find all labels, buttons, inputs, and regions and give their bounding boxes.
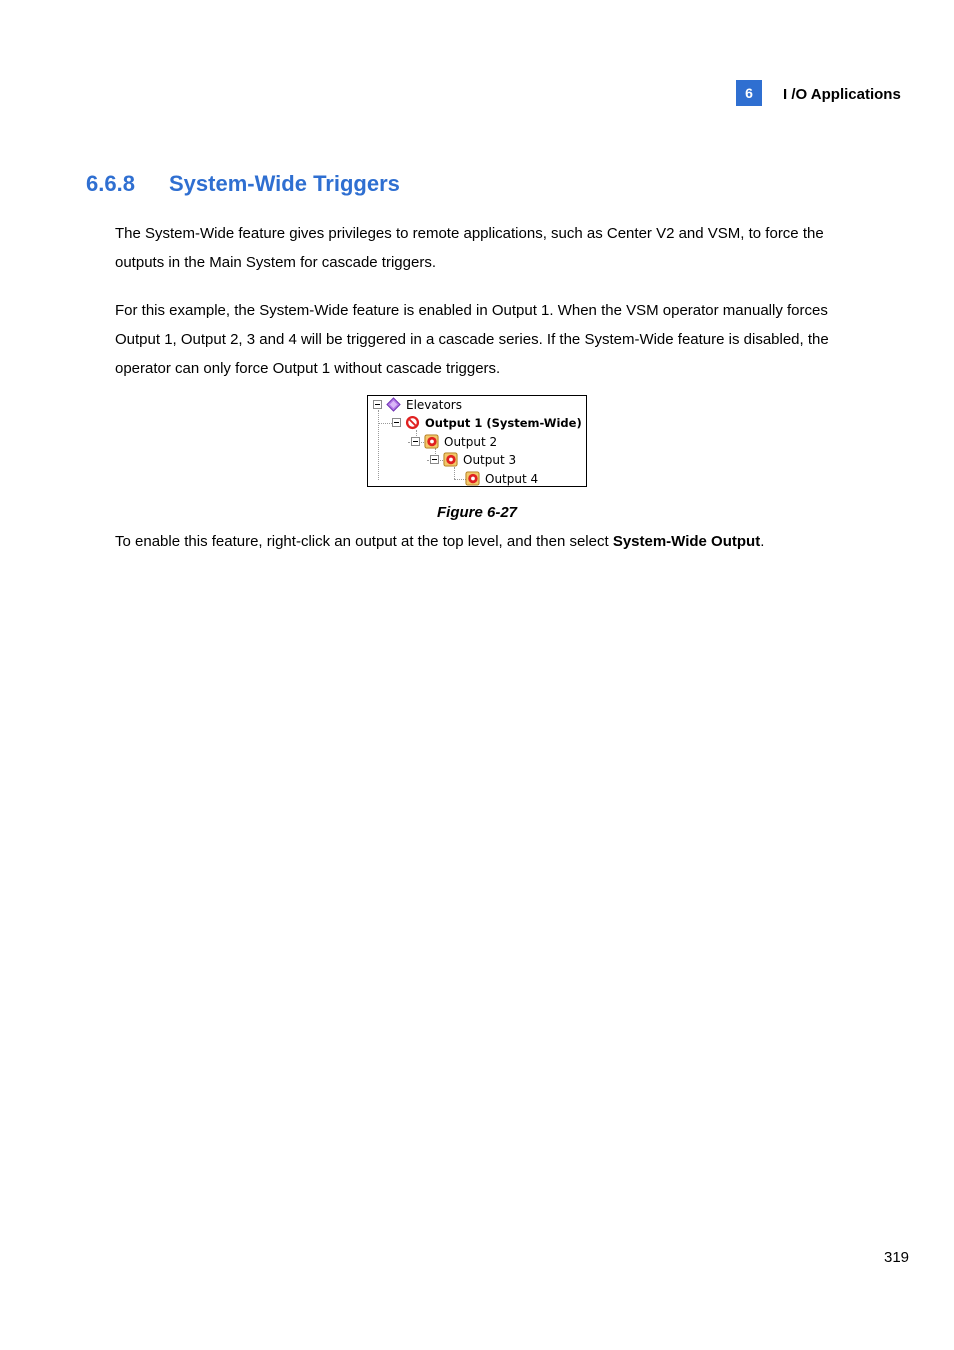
output-alarm-icon — [465, 471, 480, 486]
output-alarm-icon — [443, 452, 458, 467]
tree-node-label: Output 4 — [485, 471, 539, 486]
elevator-group-icon — [386, 397, 401, 412]
page-number: 319 — [884, 1249, 910, 1266]
tree-node-output-1[interactable] — [392, 414, 582, 431]
instruction-period: . — [760, 533, 765, 550]
section-number: 6.6.8 — [86, 171, 135, 196]
tree-node-output-2[interactable] — [411, 433, 497, 450]
collapse-toggle-icon[interactable] — [411, 437, 420, 446]
instruction-paragraph — [115, 527, 840, 556]
output-alarm-icon — [424, 434, 439, 449]
section-heading — [86, 171, 400, 197]
collapse-toggle-icon[interactable] — [392, 418, 401, 427]
menu-option-name: System-Wide Output — [612, 533, 761, 550]
collapse-toggle-icon[interactable] — [373, 400, 382, 409]
tree-connector — [454, 467, 455, 479]
tree-node-label: Output 3 — [463, 452, 517, 467]
tree-connector — [378, 410, 379, 480]
tree-node-output-4[interactable] — [465, 470, 538, 487]
tree-node-label: Elevators — [406, 397, 462, 412]
tree-node-label: Output 2 — [444, 434, 498, 449]
chapter-title: I /O Applications — [783, 86, 901, 103]
example-paragraph: For this example, the System-Wide feature is enabled in Output 1. When the VSM operator manually forces Output 1, Output 2, 3 and 4 will be triggered in a cascade series. If the System-Wide feature is disabled, the operator can only force Output 1 without cascade triggers. — [115, 302, 829, 377]
collapse-toggle-icon[interactable] — [430, 455, 439, 464]
tree-node-label: Output 1 (System-Wide) — [425, 415, 582, 430]
intro-paragraph: The System-Wide feature gives privileges to remote applications, such as Center V2 and VSM, to force the outputs in the Main System for cascade triggers. — [115, 225, 824, 271]
no-entry-icon — [405, 415, 420, 430]
chapter-number-badge: 6 — [736, 80, 762, 106]
instruction-text: To enable this feature, right-click an output at the top level, and then select — [115, 533, 613, 550]
tree-node-elevators[interactable] — [373, 396, 462, 413]
output-tree-figure — [367, 395, 587, 487]
figure-caption: Figure 6-27 — [436, 504, 518, 521]
tree-node-output-3[interactable] — [430, 451, 516, 468]
section-title: System-Wide Triggers — [169, 171, 400, 196]
